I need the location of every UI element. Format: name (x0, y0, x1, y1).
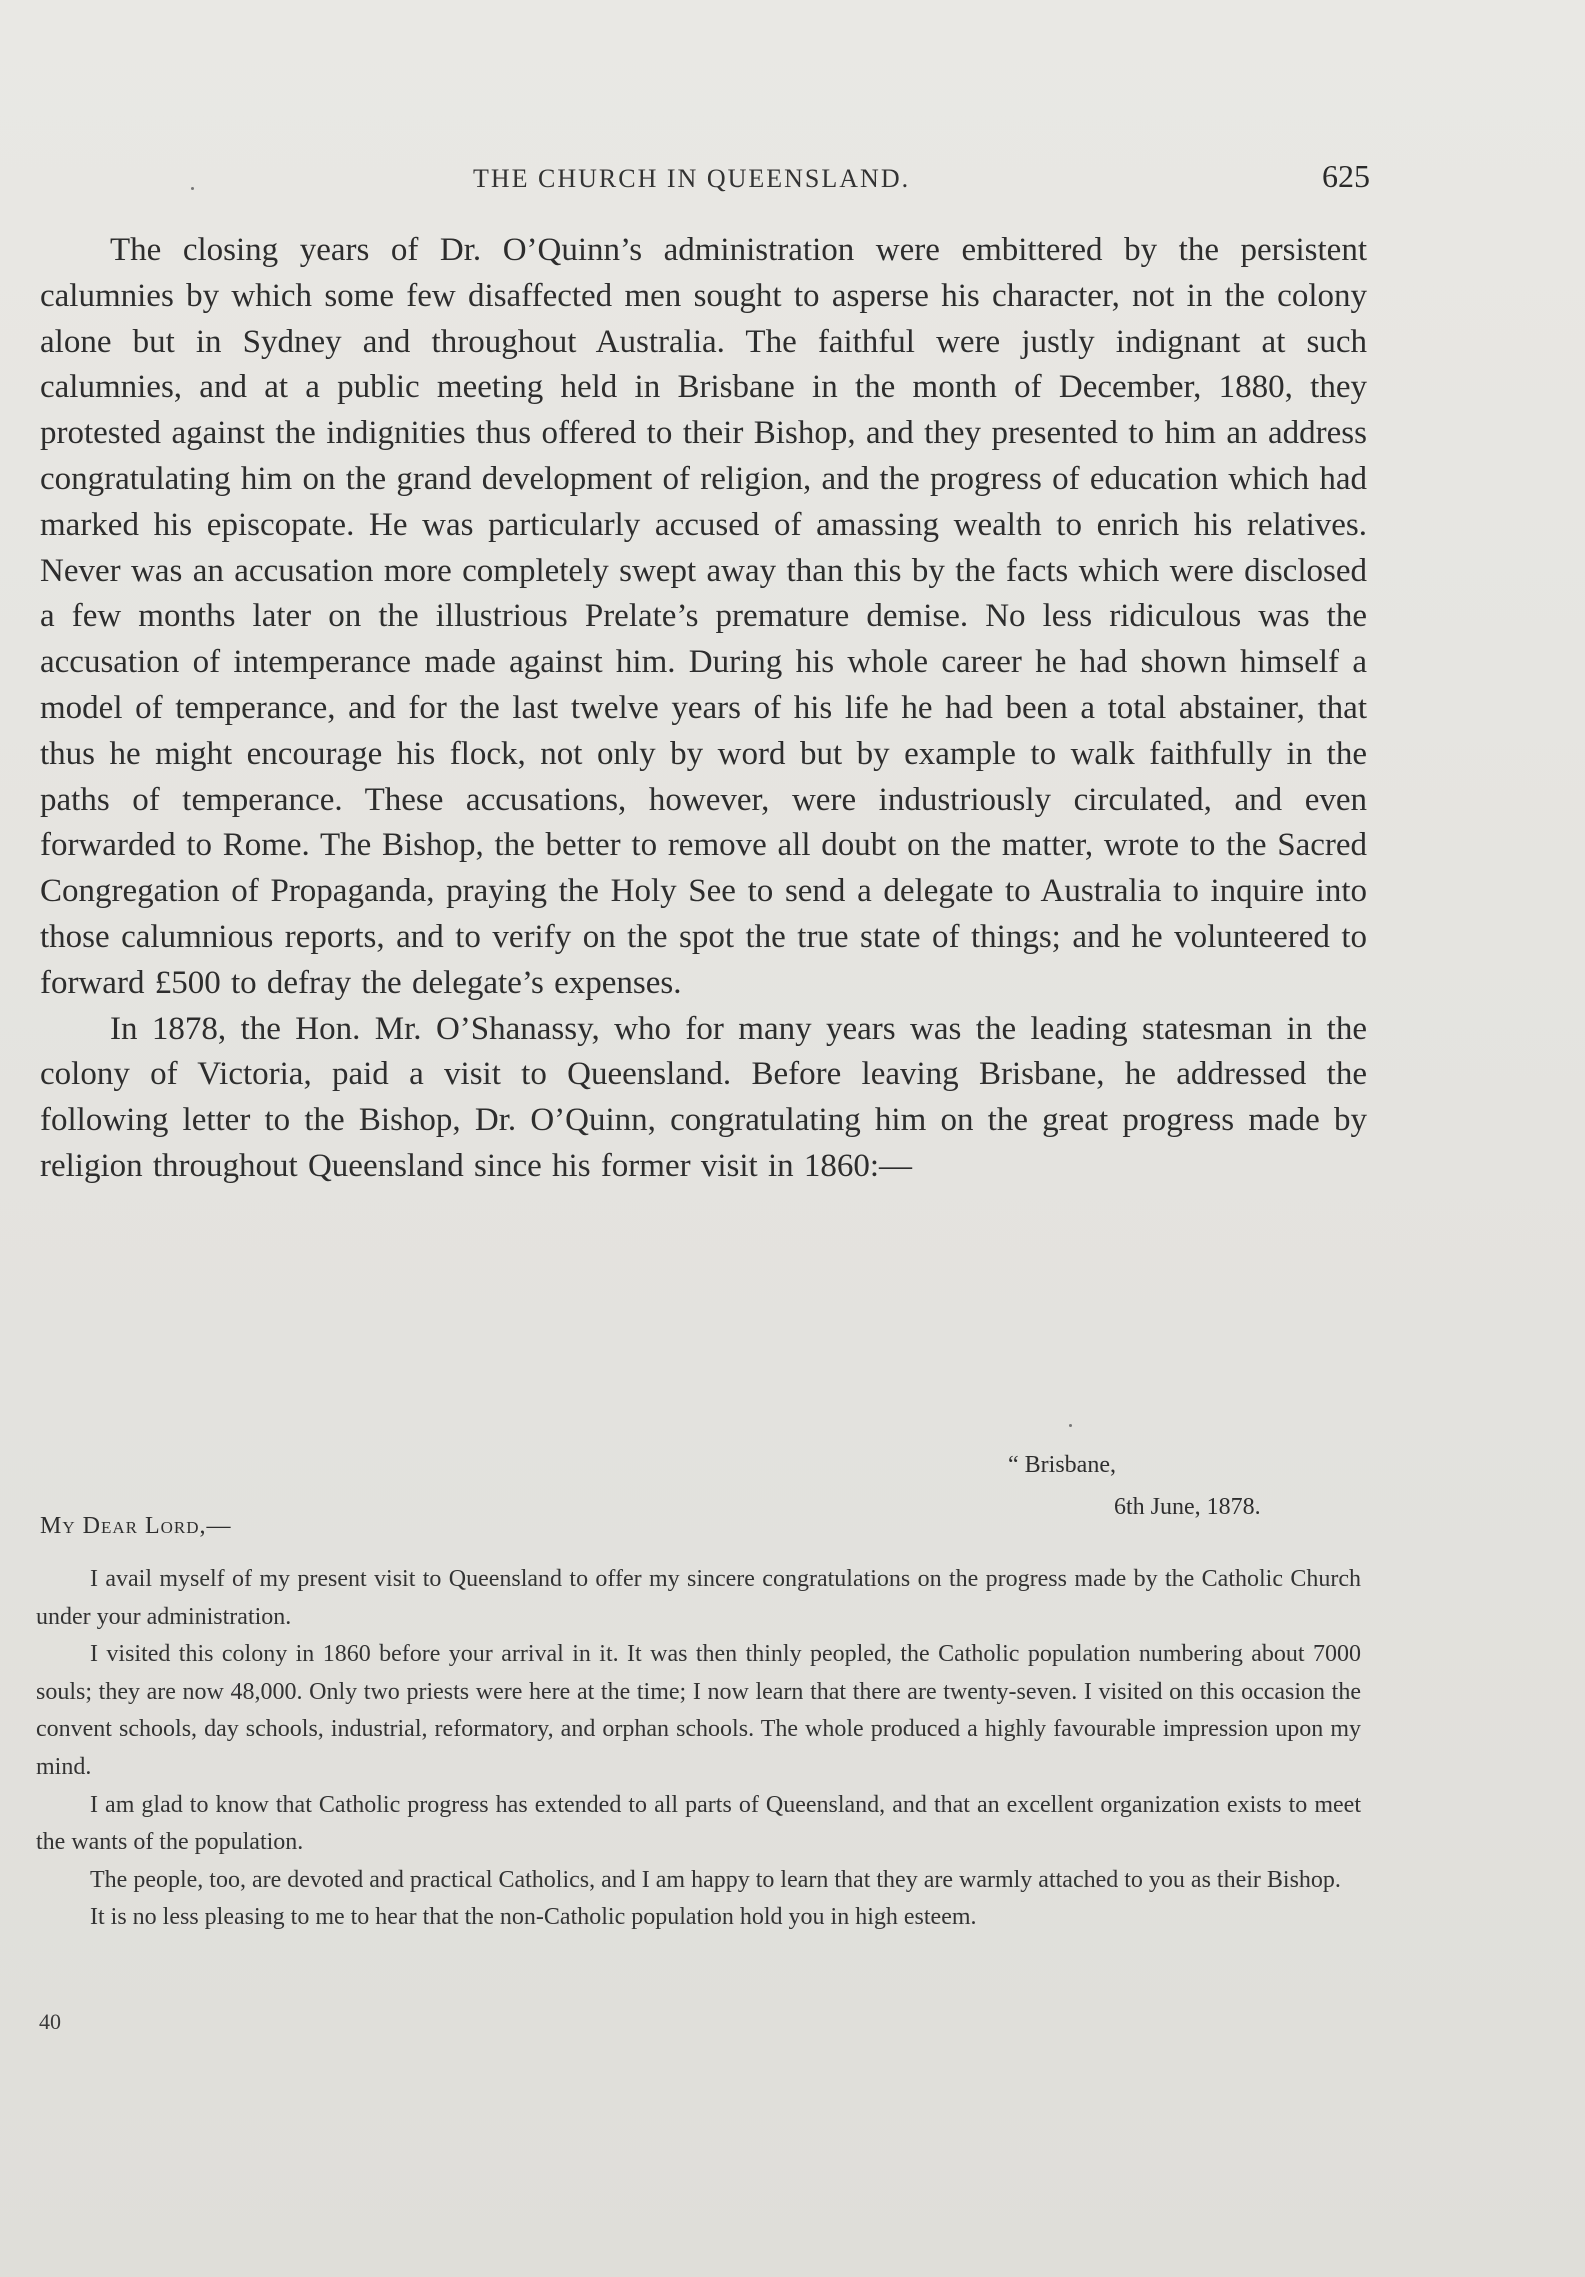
paper-speck (1069, 1424, 1072, 1427)
page-number: 625 (1322, 158, 1370, 194)
letter-body (36, 1561, 1361, 1937)
letter-paragraph: It is no less pleasing to me to hear that the non-Catholic population hold you in high esteem. (90, 1904, 977, 1931)
page-header (0, 158, 1585, 198)
letter-dateline (1008, 1444, 1261, 1528)
running-title: THE CHURCH IN QUEENSLAND. (473, 164, 911, 193)
main-text (40, 228, 1367, 1190)
paragraph: The closing years of Dr. O’Quinn’s administration were embittered by the persistent calumnies by which some few disaffected men sought to asperse his character, not in the colony alone but in Sydney and throughout Australia. The faithful were justly indignant at such calumnies, and at a public meeting held in Brisbane in the month of December, 1880, they protested against the indignities thus offered to their Bishop, and they presented to him an address congratulating him on the grand development of religion, and the progress of education which had marked his episcopate. He was particularly accused of amassing wealth to enrich his relatives. Never was an accusation more completely swept away than this by the facts which were disclosed a few months later on the illustrious Prelate’s premature demise. No less ridiculous was the accusation of intemperance made against him. During his whole career he had shown himself a model of temperance, and for the last twelve years of his life he had been a total abstainer, that thus he might encourage his flock, not only by word but by example to walk faithfully in the paths of temperance. These accusations, however, were industriously circulated, and even forwarded to Rome. The Bishop, the better to remove all doubt on the matter, wrote to the Sacred Congregation of Propaganda, praying the Holy See to send a delegate to Australia to inquire into those calumnious reports, and to verify on the spot the true state of things; and he volunteered to forward £500 to defray the delegate’s expenses. (40, 232, 1367, 1001)
letter-paragraph: I visited this colony in 1860 before your arrival in it. It was then thinly peopled, the Catholic population numbering about 7000 souls; they are now 48,000. Only two priests were here at the time; I now learn that there are twenty-seven. I visited on this occasion the convent schools, day schools, industrial, reformatory, and orphan schools. The whole produced a highly favourable impression upon my mind. (36, 1641, 1361, 1780)
letter-date: 6th June, 1878. (1114, 1494, 1261, 1520)
letter-paragraph: The people, too, are devoted and practical Catholics, and I am happy to learn that they are warmly attached to you as their Bishop. (90, 1866, 1341, 1893)
paragraph: In 1878, the Hon. Mr. O’Shanassy, who for many years was the leading statesman in the colony of Victoria, paid a visit to Queensland. Before leaving Brisbane, he addressed the following letter to the Bishop, Dr. O’Quinn, congratulating him on the great progress made by religion throughout Queensland since his former visit in 1860:— (40, 1010, 1367, 1184)
paper-speck (191, 187, 194, 190)
letter-paragraph: I avail myself of my present visit to Queensland to offer my sincere congratulations on the progress made by the Catholic Church under your administration. (36, 1566, 1361, 1630)
letter-paragraph: I am glad to know that Catholic progress has extended to all parts of Queensland, and that an excellent organization exists to meet the wants of the population. (36, 1791, 1361, 1856)
letter-salutation: My Dear Lord,— (40, 1513, 232, 1539)
signature-mark: 40 (39, 2009, 61, 2034)
letter-place: “ Brisbane, (1008, 1452, 1116, 1478)
